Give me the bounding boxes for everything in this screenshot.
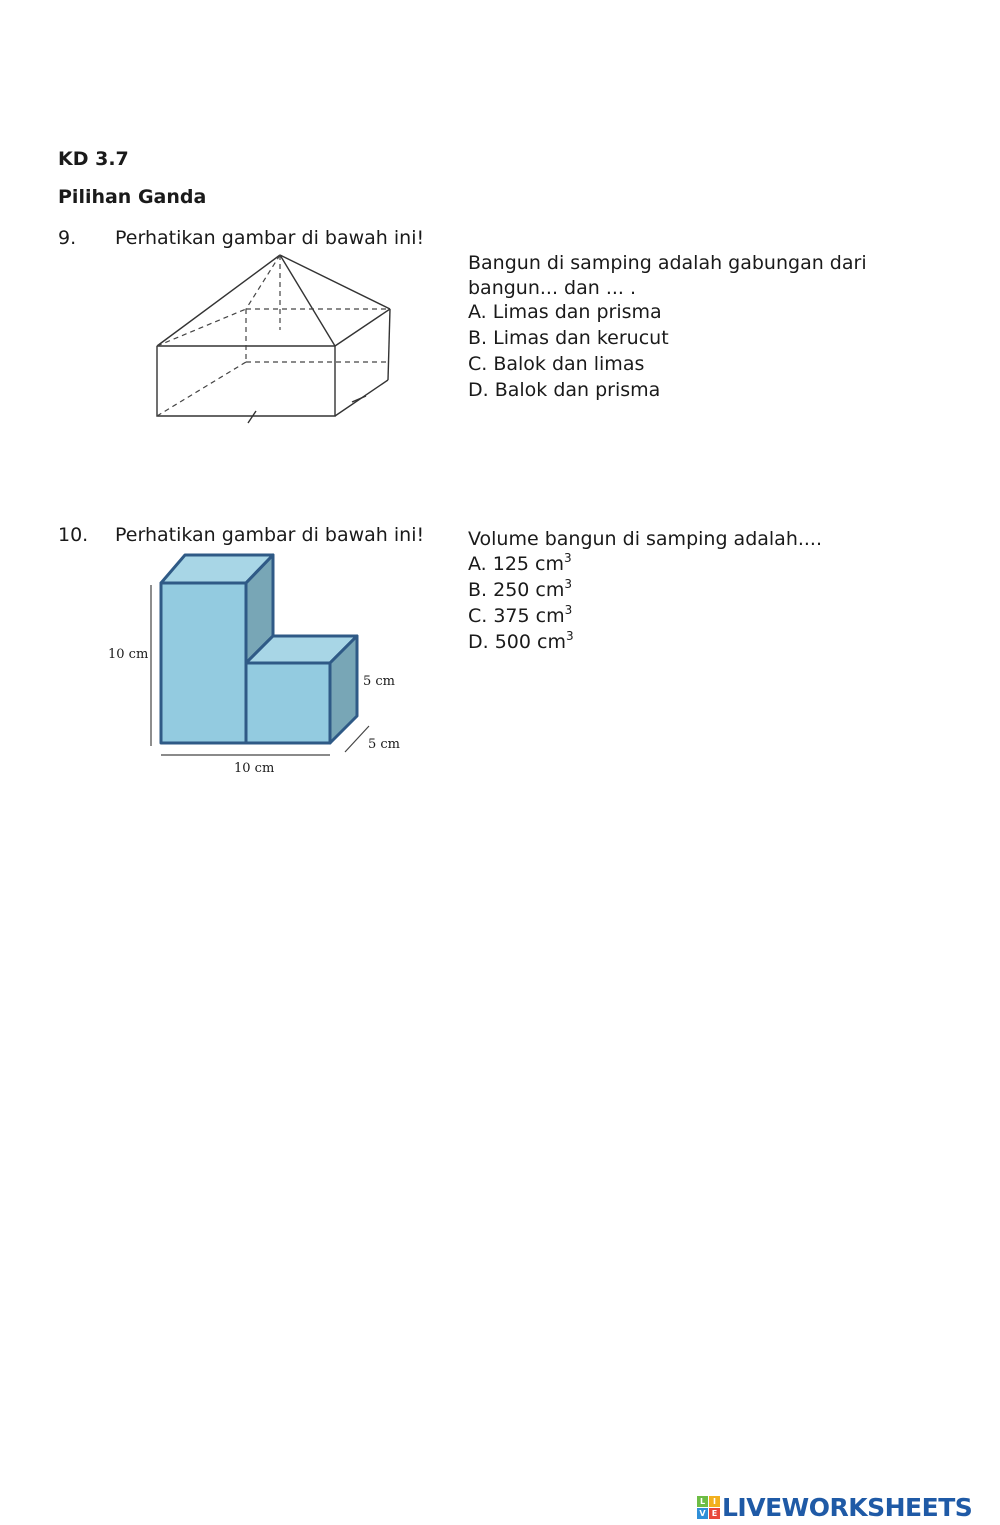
question-10-option-c[interactable] (468, 604, 572, 630)
question-9-prompt: Perhatikan gambar di bawah ini! (115, 227, 425, 249)
question-9-number: 9. (58, 227, 77, 249)
kd-heading: KD 3.7 (58, 148, 129, 170)
figure-label-height-left: 10 cm (108, 647, 149, 662)
figure-label-height-right: 5 cm (363, 674, 396, 689)
logo-grid-cell: I (709, 1496, 720, 1507)
question-9-stem-line1: Bangun di samping adalah gabungan dari (468, 252, 867, 274)
question-9-stem-line2: bangun... dan ... . (468, 277, 637, 299)
option-b-exponent: 3 (564, 577, 573, 591)
option-a-exponent: 3 (564, 551, 572, 565)
option-a-text: A. 125 cm (468, 553, 565, 575)
question-10-option-a[interactable] (468, 552, 572, 578)
logo-grid-icon (697, 1496, 720, 1519)
logo-text: LIVEWORKSHEETS (722, 1493, 973, 1522)
logo-grid-cell: E (709, 1508, 720, 1519)
logo-grid-cell: V (697, 1508, 708, 1519)
question-10-prompt: Perhatikan gambar di bawah ini! (115, 524, 425, 546)
figure-label-width: 10 cm (234, 761, 275, 776)
option-d-text: D. 500 cm (468, 631, 566, 653)
question-10-number: 10. (58, 524, 89, 546)
question-10-option-d[interactable] (468, 630, 574, 656)
section-heading: Pilihan Ganda (58, 186, 207, 208)
question-9-option-a[interactable]: A. Limas dan prisma (468, 301, 662, 323)
question-9-option-b[interactable]: B. Limas dan kerucut (468, 327, 669, 349)
question-10-stem: Volume bangun di samping adalah.... (468, 528, 823, 550)
question-10-option-b[interactable] (468, 578, 572, 604)
figure-label-depth: 5 cm (368, 737, 401, 752)
option-c-exponent: 3 (564, 603, 573, 617)
option-d-exponent: 3 (565, 629, 574, 643)
logo-grid-cell: L (697, 1496, 708, 1507)
question-9-option-c[interactable]: C. Balok dan limas (468, 353, 645, 375)
question-9-option-d[interactable]: D. Balok dan prisma (468, 379, 661, 401)
liveworksheets-logo (697, 1493, 972, 1522)
option-b-text: B. 250 cm (468, 579, 565, 601)
option-c-text: C. 375 cm (468, 605, 565, 627)
